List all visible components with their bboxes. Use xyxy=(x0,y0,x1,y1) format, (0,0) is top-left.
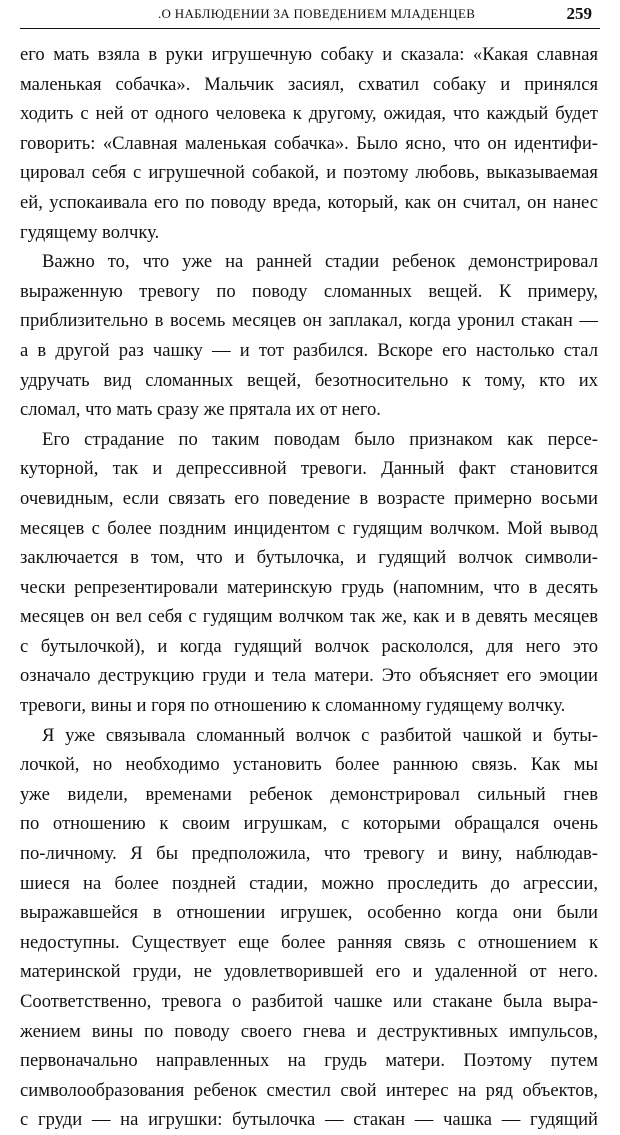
text-line: удручать вид сломанных вещей, безотносительно к тому, кто их xyxy=(20,369,598,391)
text-line: символообразования ребенок сместил свой интерес на ряд объектов, xyxy=(20,1079,598,1101)
text-line: первоначально направленных на грудь матери. Поэтому путем xyxy=(20,1050,598,1072)
paragraph xyxy=(20,425,598,721)
text-line: недоступны. Существует еще более ранняя связь с отношением к xyxy=(20,931,598,953)
text-line: Я уже связывала сломанный волчок с разбитой чашкой и буты- xyxy=(42,724,598,746)
text-line: сломал, что мать сразу же прятала их от него. xyxy=(20,399,381,421)
page-number: 259 xyxy=(566,4,592,23)
text-line: говорить: «Славная маленькая собачка». Было ясно, что он идентифи- xyxy=(20,132,598,154)
text-line: с бутылочкой), и когда гудящий волчок раскололся, для него это xyxy=(20,635,598,657)
text-line: жением вины по поводу своего гнева и деструктивных импульсов, xyxy=(20,1020,598,1042)
text-line: Его страдание по таким поводам было признаком как персе- xyxy=(42,428,598,450)
text-line: месяцев он вел себя с гудящим волчком так же, как и в девять месяцев xyxy=(20,606,598,628)
text-line: шиеся на более поздней стадии, можно проследить до агрессии, xyxy=(20,872,598,894)
body-text xyxy=(20,40,598,1135)
paragraph xyxy=(20,247,598,425)
running-title: .О НАБЛЮДЕНИИ ЗА ПОВЕДЕНИЕМ МЛАДЕНЦЕВ xyxy=(158,6,476,21)
text-line: выраженную тревогу по поводу сломанных вещей. К примеру, xyxy=(20,280,598,302)
paragraph xyxy=(20,721,598,1135)
text-line: гудящему волчку. xyxy=(20,221,160,243)
text-line: куторной, так и депрессивной тревоги. Данный факт становится xyxy=(20,458,598,480)
text-line: по отношению к своим игрушкам, с которыми обращался очень xyxy=(20,813,598,835)
text-line: с груди — на игрушки: бутылочка — стакан — чашка — гудящий xyxy=(20,1109,598,1131)
text-line: месяцев с более поздним инцидентом с гудящим волчком. Мой вывод xyxy=(20,517,598,539)
text-line: тревоги, вины и горя по отношению к сломанному гудящему волчку. xyxy=(20,695,566,717)
text-line: означало деструкцию груди и тела матери. Это объясняет его эмоции xyxy=(20,665,598,687)
text-line: уже видели, временами ребенок демонстрировал сильный гнев xyxy=(20,783,598,805)
text-line: приблизительно в восемь месяцев он заплакал, когда уронил стакан — xyxy=(20,310,598,332)
text-line: очевидным, если связать его поведение в возрасте примерно восьми xyxy=(20,487,598,509)
text-line: Соответственно, тревога о разбитой чашке или стакане была выра- xyxy=(20,991,598,1012)
text-line: ходить с ней от одного человека к другому, ожидая, что каждый будет xyxy=(20,103,598,125)
text-line: заключается в том, что и бутылочка, и гудящий волчок символи- xyxy=(20,547,598,569)
text-line: чески репрезентировали материнскую грудь (напомним, что в десять xyxy=(20,576,598,598)
paragraph xyxy=(20,40,598,247)
text-line: ей, успокаивала его по поводу вреда, который, как он считал, он нанес xyxy=(20,191,598,213)
text-line: Важно то, что уже на ранней стадии ребенок демонстрировал xyxy=(42,251,598,273)
text-line: по-личному. Я бы предположила, что тревогу и вину, наблюдав- xyxy=(20,843,598,865)
text-line: а в другой раз чашку — и тот разбился. Вскоре его настолько стал xyxy=(20,339,598,361)
text-line: выражавшейся в отношении игрушек, особенно когда они были xyxy=(20,902,598,924)
text-line: лочкой, но необходимо установить более раннюю связь. Как мы xyxy=(20,754,598,776)
text-line: цировал себя с игрушечной собакой, и поэтому любовь, выказываемая xyxy=(20,162,598,184)
text-line: его мать взяла в руки игрушечную собаку и сказала: «Какая славная xyxy=(20,44,598,65)
running-header xyxy=(20,4,600,29)
text-line: материнской груди, не удовлетворившей его и удаленной от него. xyxy=(20,961,598,983)
text-line: маленькая собачка». Мальчик засиял, схватил собаку и принялся xyxy=(20,73,598,95)
